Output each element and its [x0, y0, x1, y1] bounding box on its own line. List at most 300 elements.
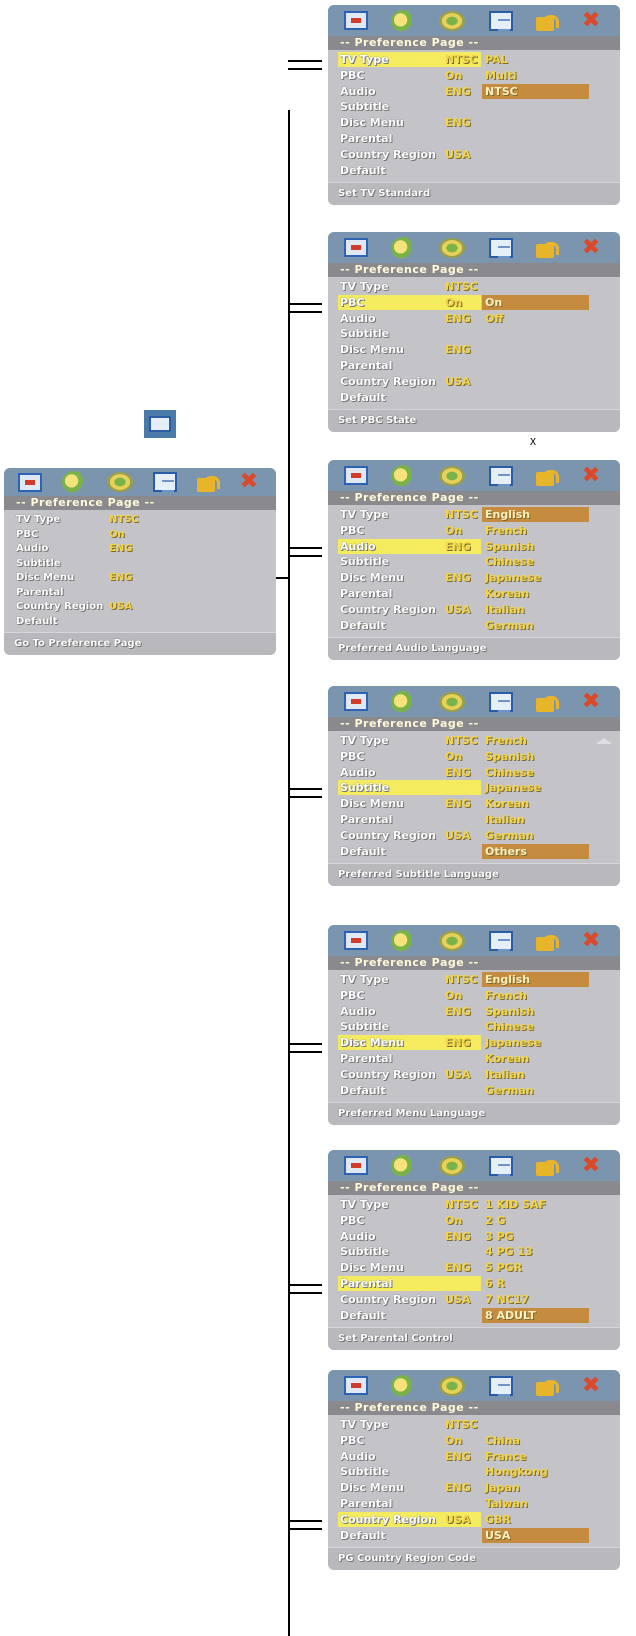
icon-bar — [328, 686, 620, 717]
menu-row[interactable] — [328, 374, 620, 390]
option-item[interactable]: Spanish — [485, 749, 535, 763]
menu-row[interactable] — [328, 163, 620, 179]
menu-row[interactable] — [328, 1480, 620, 1496]
connector-tick — [288, 1528, 322, 1530]
icon-bar — [328, 460, 620, 491]
page-header: -- Preference Page -- — [328, 1401, 620, 1415]
video-setup-icon[interactable] — [439, 931, 465, 951]
audio-setup-icon[interactable] — [391, 10, 415, 32]
row-value: ENG — [445, 84, 471, 98]
menu-row-highlighted[interactable] — [328, 780, 620, 796]
audio-setup-icon[interactable] — [391, 1375, 415, 1397]
preference-page-icon[interactable] — [489, 1376, 513, 1396]
menu-body — [4, 510, 276, 632]
menu-row[interactable] — [328, 988, 620, 1004]
option-item[interactable]: Multi — [485, 68, 517, 82]
row-label: Country Region — [340, 602, 436, 616]
menu-row[interactable] — [328, 1083, 620, 1099]
row-label: Subtitle — [340, 1465, 390, 1479]
menu-row[interactable] — [4, 585, 276, 600]
video-setup-icon[interactable] — [439, 692, 465, 712]
option-item[interactable]: Japanese — [485, 571, 542, 585]
row-value: On — [109, 528, 125, 540]
page-header: -- Preference Page -- — [328, 491, 620, 505]
option-item[interactable]: French — [485, 523, 527, 537]
row-label: Country Region — [340, 1512, 436, 1526]
submenu-panel — [328, 232, 620, 432]
menu-row[interactable] — [328, 1292, 620, 1308]
row-label: Parental — [16, 586, 64, 598]
menu-row[interactable] — [328, 1308, 620, 1324]
row-label: Disc Menu — [340, 1481, 404, 1495]
row-label: Audio — [340, 311, 376, 325]
menu-row[interactable] — [328, 523, 620, 539]
row-label: Default — [340, 1308, 386, 1322]
menu-row[interactable] — [328, 131, 620, 147]
submenu-panel — [328, 686, 620, 886]
exit-close-icon[interactable]: ✖ — [239, 469, 259, 494]
general-setup-icon[interactable] — [344, 692, 368, 711]
menu-body — [328, 505, 620, 637]
row-value: NTSC — [445, 973, 478, 986]
preference-page-icon[interactable] — [153, 472, 177, 492]
option-item[interactable]: French — [485, 734, 527, 747]
icon-bar — [328, 1370, 620, 1401]
menu-row[interactable] — [328, 1496, 620, 1512]
submenu-panel — [328, 1150, 620, 1350]
menu-row[interactable] — [328, 844, 620, 860]
option-item[interactable]: Korean — [485, 1051, 530, 1065]
option-item[interactable]: Chinese — [485, 1020, 534, 1034]
row-label: Default — [340, 618, 386, 632]
menu-row[interactable] — [328, 765, 620, 781]
row-label: Country Region — [16, 601, 104, 612]
option-item[interactable]: Spanish — [485, 539, 535, 553]
option-selected[interactable]: NTSC — [482, 84, 589, 99]
password-lock-icon[interactable] — [536, 17, 554, 31]
row-value: NTSC — [445, 1418, 478, 1431]
status-footer: Set PBC State — [328, 409, 620, 432]
connector-tick — [288, 547, 322, 549]
password-lock-icon[interactable] — [536, 698, 554, 712]
menu-row[interactable] — [328, 1433, 620, 1449]
menu-row[interactable] — [328, 1213, 620, 1229]
option-item[interactable]: Spanish — [485, 1004, 535, 1018]
connector-tick — [288, 1292, 322, 1294]
connector-tick — [288, 1284, 322, 1286]
option-item[interactable]: Korean — [485, 797, 530, 811]
exit-close-icon[interactable]: ✖ — [581, 927, 601, 953]
option-item[interactable]: French — [485, 988, 527, 1002]
row-label: Audio — [16, 543, 49, 554]
menu-row[interactable] — [328, 507, 620, 523]
password-lock-icon[interactable] — [536, 244, 554, 258]
row-value: On — [445, 295, 463, 309]
option-item[interactable]: Chinese — [485, 555, 534, 569]
menu-row[interactable] — [328, 828, 620, 844]
row-value: USA — [445, 1512, 471, 1526]
row-label: Country Region — [340, 374, 436, 388]
row-label: Parental — [340, 586, 393, 600]
option-item[interactable]: GBR — [485, 1512, 511, 1526]
option-item[interactable]: PAL — [485, 53, 508, 66]
video-setup-icon[interactable] — [107, 472, 133, 492]
menu-row[interactable] — [328, 1449, 620, 1465]
exit-close-icon[interactable]: ✖ — [581, 1372, 601, 1398]
password-lock-icon[interactable] — [536, 1162, 554, 1176]
preference-page-icon[interactable] — [489, 466, 513, 486]
option-item[interactable]: France — [485, 1449, 527, 1463]
menu-row[interactable] — [4, 541, 276, 556]
row-value: ENG — [445, 765, 471, 779]
option-item[interactable]: 3 PG — [485, 1229, 514, 1243]
menu-row[interactable] — [328, 1464, 620, 1480]
row-value: On — [445, 1213, 463, 1227]
menu-row[interactable] — [328, 733, 620, 749]
row-value: USA — [445, 374, 471, 388]
connector-tick — [288, 303, 322, 305]
option-item[interactable]: German — [485, 1083, 534, 1097]
menu-row[interactable] — [328, 326, 620, 342]
menu-row-highlighted[interactable] — [328, 1512, 620, 1528]
option-item[interactable]: 1 KID SAF — [485, 1198, 547, 1211]
row-value: USA — [445, 828, 471, 842]
menu-row[interactable] — [328, 84, 620, 100]
status-footer: Preferred Menu Language — [328, 1102, 620, 1125]
menu-row[interactable] — [328, 342, 620, 358]
page-header: -- Preference Page -- — [328, 263, 620, 277]
video-setup-icon[interactable] — [439, 1376, 465, 1396]
menu-row[interactable] — [328, 1260, 620, 1276]
row-label: Disc Menu — [340, 116, 404, 130]
audio-setup-icon[interactable] — [391, 691, 415, 713]
row-label: Subtitle — [340, 781, 390, 795]
row-label: PBC — [340, 1213, 365, 1227]
menu-row[interactable] — [328, 812, 620, 828]
row-label: Parental — [340, 131, 393, 145]
menu-row[interactable] — [328, 618, 620, 634]
menu-body — [328, 50, 620, 182]
row-label: TV Type — [340, 508, 389, 521]
menu-row[interactable] — [4, 512, 276, 527]
option-selected[interactable]: On — [482, 295, 589, 310]
row-label: TV Type — [340, 1418, 389, 1431]
scroll-up-arrow-icon[interactable] — [596, 738, 612, 744]
row-label: Disc Menu — [340, 797, 404, 811]
option-selected[interactable]: English — [482, 972, 589, 987]
row-label: PBC — [340, 1433, 365, 1447]
row-value: USA — [445, 1067, 471, 1081]
option-item[interactable]: Italian — [485, 1067, 525, 1081]
row-label: Disc Menu — [340, 343, 404, 357]
exit-close-icon[interactable]: ✖ — [581, 462, 601, 488]
row-label: Subtitle — [340, 555, 390, 569]
audio-setup-icon[interactable] — [391, 930, 415, 952]
menu-row[interactable] — [328, 1019, 620, 1035]
video-setup-icon[interactable] — [439, 466, 465, 486]
general-setup-icon[interactable] — [344, 931, 368, 950]
row-label: PBC — [16, 528, 39, 540]
preference-page-icon[interactable] — [489, 931, 513, 951]
preference-icon — [144, 410, 176, 438]
option-item[interactable]: 2 G — [485, 1213, 506, 1227]
row-label: TV Type — [340, 1198, 389, 1211]
row-label: Parental — [340, 1496, 393, 1510]
audio-setup-icon[interactable] — [62, 471, 86, 493]
row-label: Subtitle — [340, 100, 390, 114]
page-header: -- Preference Page -- — [328, 717, 620, 731]
row-value: ENG — [445, 343, 471, 357]
option-item[interactable]: 5 PGR — [485, 1261, 523, 1275]
row-value: USA — [445, 602, 471, 616]
menu-row[interactable] — [328, 68, 620, 84]
row-value: ENG — [445, 797, 471, 811]
preference-page-icon[interactable] — [489, 11, 513, 31]
preference-page-icon[interactable] — [489, 1156, 513, 1176]
icon-bar — [328, 925, 620, 956]
status-footer: Set Parental Control — [328, 1327, 620, 1350]
row-value: ENG — [445, 116, 471, 130]
connector-tick — [288, 1043, 322, 1045]
menu-row[interactable] — [328, 554, 620, 570]
row-value: NTSC — [445, 53, 478, 66]
row-value: On — [445, 749, 463, 763]
submenu-panel — [328, 5, 620, 205]
row-label: Parental — [340, 1276, 393, 1290]
option-selected[interactable]: English — [482, 507, 589, 522]
row-label: TV Type — [16, 514, 61, 525]
option-item[interactable]: Chinese — [485, 765, 534, 779]
video-setup-icon[interactable] — [439, 1156, 465, 1176]
status-footer: Preferred Audio Language — [328, 637, 620, 660]
status-footer: Preferred Subtitle Language — [328, 863, 620, 886]
row-label: Default — [340, 390, 386, 404]
row-value: ENG — [445, 1229, 471, 1243]
connector-tick — [288, 555, 322, 557]
row-value: NTSC — [445, 734, 478, 747]
menu-row[interactable] — [328, 1004, 620, 1020]
menu-body — [328, 731, 620, 863]
row-label: Audio — [340, 1004, 376, 1018]
row-value: ENG — [109, 572, 133, 583]
main-preference-menu — [4, 468, 276, 655]
menu-row[interactable] — [328, 1197, 620, 1213]
option-item[interactable]: China — [485, 1433, 520, 1447]
connector-tick — [288, 788, 322, 790]
menu-row[interactable] — [328, 1417, 620, 1433]
menu-body — [328, 1195, 620, 1327]
row-label: Country Region — [340, 1292, 436, 1306]
general-setup-icon[interactable] — [344, 238, 368, 257]
row-label: PBC — [340, 523, 365, 537]
row-label: Parental — [340, 812, 393, 826]
option-item[interactable]: Off — [485, 311, 504, 325]
page-header: -- Preference Page -- — [328, 1181, 620, 1195]
menu-row-highlighted[interactable] — [328, 295, 620, 311]
general-setup-icon[interactable] — [344, 11, 368, 30]
row-label: Audio — [340, 84, 376, 98]
row-value: ENG — [445, 1004, 471, 1018]
row-value: On — [445, 1433, 463, 1447]
option-item[interactable]: German — [485, 618, 534, 632]
general-setup-icon[interactable] — [344, 1156, 368, 1175]
row-label: TV Type — [340, 53, 389, 66]
row-label: TV Type — [340, 734, 389, 747]
row-label: Subtitle — [340, 1245, 390, 1259]
row-value: NTSC — [445, 508, 478, 521]
preference-page-icon[interactable] — [489, 238, 513, 258]
row-label: Default — [340, 1528, 386, 1542]
row-label: Default — [340, 844, 386, 858]
row-label: Default — [340, 1083, 386, 1097]
row-label: Country Region — [340, 828, 436, 842]
video-setup-icon[interactable] — [439, 238, 465, 258]
menu-row[interactable] — [328, 1051, 620, 1067]
audio-setup-icon[interactable] — [391, 1155, 415, 1177]
menu-row[interactable] — [328, 1528, 620, 1544]
menu-row-highlighted[interactable] — [328, 52, 620, 68]
audio-setup-icon[interactable] — [391, 465, 415, 487]
connector-tick — [288, 311, 322, 313]
submenu-panel — [328, 1370, 620, 1570]
row-label: TV Type — [340, 280, 389, 293]
page-header: -- Preference Page -- — [328, 36, 620, 50]
option-item[interactable]: Korean — [485, 586, 530, 600]
menu-body — [328, 1415, 620, 1547]
page-header: -- Preference Page -- — [4, 496, 276, 510]
menu-row[interactable] — [328, 115, 620, 131]
general-setup-icon[interactable] — [18, 473, 42, 492]
menu-row[interactable] — [328, 570, 620, 586]
menu-row[interactable] — [328, 1229, 620, 1245]
menu-row[interactable] — [4, 570, 276, 585]
video-setup-icon[interactable] — [439, 11, 465, 31]
password-lock-icon[interactable] — [536, 472, 554, 486]
submenu-panel — [328, 925, 620, 1125]
option-item[interactable]: Japanese — [485, 781, 542, 795]
row-label: Audio — [340, 1449, 376, 1463]
option-item[interactable]: 6 R — [485, 1276, 505, 1290]
option-selected[interactable]: USA — [482, 1528, 589, 1543]
menu-row[interactable] — [328, 358, 620, 374]
menu-row[interactable] — [328, 1244, 620, 1260]
row-value: On — [445, 523, 463, 537]
password-lock-icon[interactable] — [536, 1382, 554, 1396]
icon-bar — [4, 468, 276, 496]
connector-tick — [288, 60, 322, 62]
exit-close-icon[interactable]: ✖ — [581, 688, 601, 714]
menu-row[interactable] — [328, 99, 620, 115]
menu-row-highlighted[interactable] — [328, 539, 620, 555]
exit-close-icon[interactable]: ✖ — [581, 234, 601, 260]
menu-row[interactable] — [328, 1067, 620, 1083]
row-value: ENG — [445, 539, 471, 553]
row-value: NTSC — [445, 280, 478, 293]
row-label: Disc Menu — [16, 572, 75, 583]
password-lock-icon[interactable] — [536, 937, 554, 951]
menu-row[interactable] — [4, 614, 276, 629]
menu-row[interactable] — [328, 749, 620, 765]
option-item[interactable]: Italian — [485, 812, 525, 826]
exit-close-icon[interactable]: ✖ — [581, 1152, 601, 1178]
option-item[interactable]: 4 PG 13 — [485, 1245, 533, 1259]
row-label: PBC — [340, 749, 365, 763]
menu-row[interactable] — [4, 599, 276, 614]
menu-row-highlighted[interactable] — [328, 1035, 620, 1051]
exit-close-icon[interactable]: ✖ — [581, 7, 601, 33]
row-value: USA — [445, 147, 471, 161]
row-label: Default — [340, 163, 386, 177]
row-value: ENG — [445, 571, 471, 585]
option-item[interactable]: German — [485, 828, 534, 842]
submenu-panel — [328, 460, 620, 660]
status-footer: PG Country Region Code — [328, 1547, 620, 1570]
option-item[interactable]: Taiwan — [485, 1496, 528, 1510]
menu-row[interactable] — [4, 556, 276, 571]
row-value: ENG — [109, 543, 133, 554]
menu-row[interactable] — [328, 972, 620, 988]
row-value: NTSC — [109, 514, 139, 525]
row-value: ENG — [445, 1449, 471, 1463]
connector-tick — [288, 1051, 322, 1053]
general-setup-icon[interactable] — [344, 466, 368, 485]
option-item[interactable]: Japanese — [485, 1036, 542, 1050]
row-label: Audio — [340, 539, 376, 553]
row-label: Parental — [340, 1051, 393, 1065]
option-item[interactable]: 7 NC17 — [485, 1292, 530, 1306]
option-selected[interactable]: 8 ADULT — [482, 1308, 589, 1323]
row-label: Subtitle — [16, 557, 61, 569]
tiny-mark: X — [530, 437, 537, 448]
menu-row[interactable] — [328, 390, 620, 406]
row-label: Parental — [340, 358, 393, 372]
row-label: PBC — [340, 988, 365, 1002]
connector-tick — [288, 1520, 322, 1522]
trunk-line — [288, 110, 290, 1636]
status-footer: Set TV Standard — [328, 182, 620, 205]
general-setup-icon[interactable] — [344, 1376, 368, 1395]
row-value: USA — [109, 601, 133, 612]
menu-row-highlighted[interactable] — [328, 1276, 620, 1292]
row-value: On — [445, 68, 463, 82]
audio-setup-icon[interactable] — [391, 237, 415, 259]
row-label: Audio — [340, 765, 376, 779]
row-label: Country Region — [340, 147, 436, 161]
row-label: Default — [16, 615, 58, 627]
option-item[interactable]: Japan — [485, 1481, 520, 1495]
row-value: On — [445, 988, 463, 1002]
row-value: ENG — [445, 1036, 471, 1050]
icon-bar — [328, 1150, 620, 1181]
connector-tick — [288, 796, 322, 798]
preference-page-icon[interactable] — [489, 692, 513, 712]
menu-row[interactable] — [328, 279, 620, 295]
menu-row[interactable] — [328, 311, 620, 327]
menu-row[interactable] — [4, 527, 276, 542]
menu-row[interactable] — [328, 602, 620, 618]
menu-body — [328, 277, 620, 409]
menu-row[interactable] — [328, 796, 620, 812]
row-value: ENG — [445, 1261, 471, 1275]
option-selected[interactable]: Others — [482, 844, 589, 859]
option-item[interactable]: Italian — [485, 602, 525, 616]
option-item[interactable]: Hongkong — [485, 1465, 548, 1479]
menu-body — [328, 970, 620, 1102]
menu-row[interactable] — [328, 586, 620, 602]
password-lock-icon[interactable] — [197, 478, 215, 492]
menu-row[interactable] — [328, 147, 620, 163]
row-label: PBC — [340, 295, 365, 309]
